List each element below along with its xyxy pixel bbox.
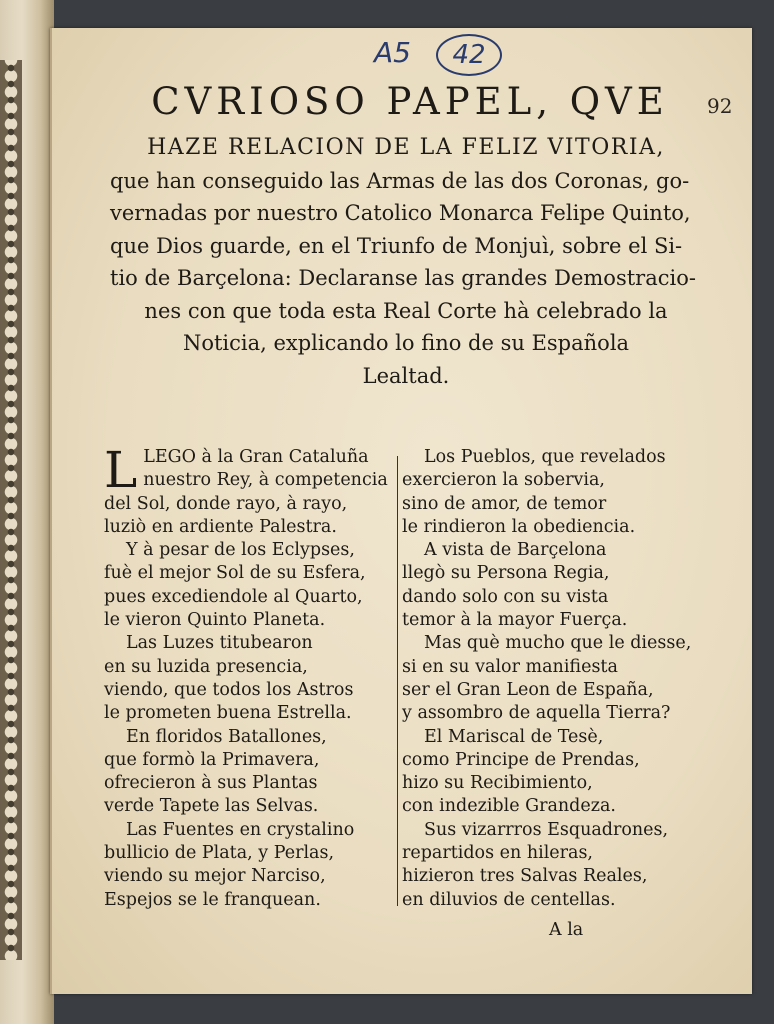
verse-line: Los Pueblos, que revelados [424,447,666,467]
verse-line: que formò la Primavera, [104,749,320,770]
verse-line: le prometen buena Estrella. [104,703,352,724]
subtitle-line: Lealtad. [362,363,450,388]
verse-line: sino de amor, de temor [402,493,607,514]
subtitle-line: vernadas por nuestro Catolico Monarca Felipe Quinto, [110,201,691,225]
verse-line: pues excediendole al Quarto, [104,586,363,607]
verse-line: en diluvios de centellas. [402,889,616,910]
verse-line: luziò en ardiente Palestra. [104,516,337,537]
column-divider [397,456,398,906]
right-verse-column [402,446,702,912]
verse-line: le vieron Quinto Planeta. [104,610,326,631]
left-verse-column [104,441,404,912]
verse-line: si en su valor manifiesta [402,656,618,677]
verse-line: viendo, que todos los Astros [104,679,354,700]
verse-line: LEGO à la Gran Cataluña [143,447,369,467]
subtitle-line: que han conseguido las Armas de las dos Coronas, go- [110,168,690,193]
manuscript-circled-number: 42 [436,34,502,76]
verse-line: En floridos Batallones, [126,726,327,747]
verse-line: El Mariscal de Tesè, [424,726,604,747]
subtitle-line: nes con que toda esta Real Corte hà celebrado la [144,298,668,323]
document-page [50,28,752,994]
subtitle-line: Noticia, explicando lo fino de su Española [182,331,630,355]
catchword: A la [549,920,584,940]
subtitle [110,132,702,392]
verse-line: A vista de Barçelona [424,540,607,561]
subtitle-line: HAZE RELACION DE LA FELIZ VITORIA, [147,135,665,160]
verse-line: ofrecieron à sus Plantas [104,773,318,794]
verse-line: Y à pesar de los Eclypses, [126,540,355,561]
verse-line: hizieron tres Salvas Reales, [402,866,648,887]
ornamental-border [0,60,22,960]
verse-line: Sus vizarrros Esquadrones, [424,819,669,840]
subtitle-line: tio de Barçelona: Declaranse las grandes Demostracio- [110,266,696,290]
verse-line: Espejos se le franquean. [104,889,321,910]
verse-line: en su luzida presencia, [104,656,308,677]
verse-line: llegò su Persona Regia, [402,563,610,584]
verse-line: temor à la mayor Fuerça. [402,610,628,631]
verse-line: exercieron la sobervia, [402,470,605,491]
verse-line: y assombro de aquella Tierra? [402,703,671,724]
verse-line: fuè el mejor Sol de su Esfera, [104,563,366,584]
verse-line: Las Fuentes en crystalino [126,819,355,840]
drop-cap: L [104,441,138,499]
verse-line: le rindieron la obediencia. [402,516,636,537]
verse-line: verde Tapete las Selvas. [104,796,319,817]
verse-line: ser el Gran Leon de España, [402,679,654,700]
subtitle-line: que Dios guarde, en el Triunfo de Monjuì, sobre el Si- [110,233,683,258]
page-title: CVRIOSO PAPEL, QVE [151,80,669,123]
verse-line: nuestro Rey, à competencia [143,470,388,491]
verse-line: como Principe de Prendas, [402,749,640,770]
verse-line: del Sol, donde rayo, à rayo, [104,493,348,514]
verse-line: dando solo con su vista [402,586,609,607]
manuscript-reference: A5 [374,36,411,69]
folio-number: 92 [707,94,733,118]
verse-line: Mas què mucho que le diesse, [424,633,692,654]
verse-line: viendo su mejor Narciso, [104,866,326,887]
verse-line: con indezible Grandeza. [402,796,616,817]
verse-line: Las Luzes titubearon [126,633,313,654]
verse-line: hizo su Recibimiento, [402,773,593,794]
verse-line: repartidos en hileras, [402,843,593,864]
verse-line: bullicio de Plata, y Perlas, [104,843,335,864]
